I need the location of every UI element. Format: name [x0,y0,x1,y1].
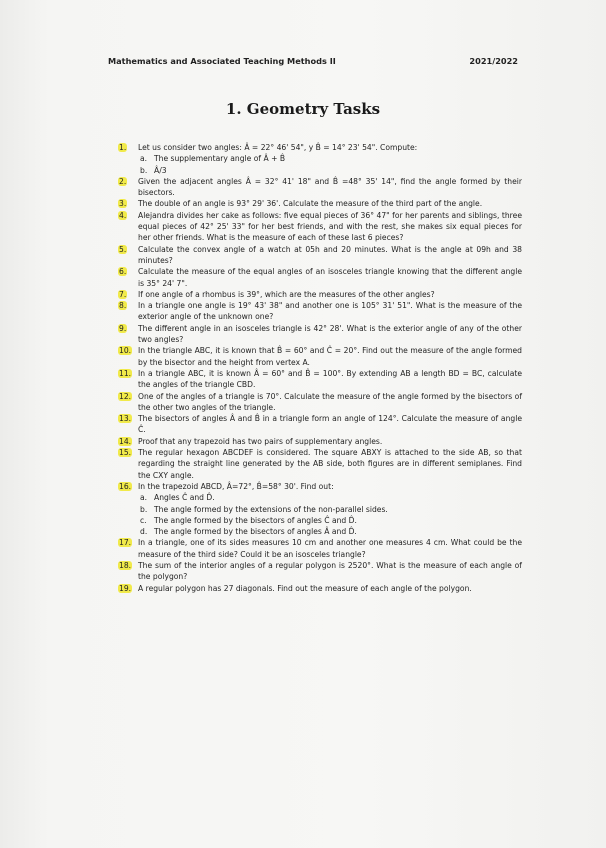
task-number-highlight: 9. [119,323,127,333]
task-item [112,391,522,414]
task-item [112,583,522,594]
task-item [112,198,522,209]
task-item [112,323,522,346]
task-text: Calculate the convex angle of a watch at 05h and 20 minutes. What is the angle at 09h and 38 minutes? [138,244,522,265]
subtask-letter: b. [140,504,148,514]
subtask-text: The angle formed by the extensions of the non-parallel sides. [154,504,388,514]
task-item [112,289,522,300]
task-item [112,413,522,436]
task-number [118,368,132,379]
task-item [112,481,522,537]
task-number [118,447,132,458]
task-number-highlight: 2. [119,176,127,186]
task-item [112,176,522,199]
task-number [118,300,127,311]
task-number [118,560,132,571]
task-number-highlight: 4. [119,210,127,220]
task-number [118,537,132,548]
task-number-highlight: 7. [119,289,127,299]
task-number [118,244,127,255]
task-number [118,210,127,221]
task-number-highlight: 10. [119,346,132,356]
task-text: Given the adjacent angles Â = 32° 41' 18" and B̂ =48° 35' 14", find the angle formed by their bisectors. [138,176,522,198]
subtask-text: The angle formed by the bisectors of angles Ĉ and D̂. [154,515,357,525]
task-number-highlight: 17. [119,538,132,548]
task-item [112,300,522,323]
task-text: In the triangle ABC, it is known that B̂ = 60° and Ĉ = 20°. Find out the measure of the angle formed by the bisector and the height from vertex A. [138,346,522,367]
subtask-item [138,153,522,164]
task-text: Alejandra divides her cake as follows: five equal pieces of 36° 47" for her parents and siblings, three equal pieces of 42° 25' 33" for her best friends, and with the rest, she makes six equal pieces for her other friends. What is the measure of each of these last 6 pieces? [138,210,522,243]
task-item [112,447,522,481]
task-text: One of the angles of a triangle is 70°. Calculate the measure of the angle formed by the bisectors of the other two angles of the triangle. [138,391,522,412]
task-item [112,368,522,391]
task-number-highlight: 5. [119,244,127,254]
subtask-letter: b. [140,165,148,175]
task-number [118,323,127,334]
subtask-item [138,515,522,526]
section-title: 1. Geometry Tasks [225,100,381,118]
subtask-item [138,526,522,537]
task-number-highlight: 18. [119,560,132,570]
task-number-highlight: 8. [119,301,127,311]
task-text: If one angle of a rhombus is 39°, which are the measures of the other angles? [138,289,435,299]
subtask-list [138,153,522,176]
page-header [108,56,518,66]
task-number [118,436,132,447]
subtask-list [138,492,522,537]
task-number-highlight: 14. [119,436,132,446]
task-item [112,210,522,244]
task-number [118,289,127,300]
task-number [118,198,127,209]
task-number [118,176,127,187]
task-number [118,413,132,424]
task-number [118,266,127,277]
task-number-highlight: 15. [119,448,132,458]
task-item [112,244,522,267]
task-text: The sum of the interior angles of a regular polygon is 2520°. What is the measure of each angle of the polygon? [138,560,522,582]
task-item [112,560,522,583]
task-number-highlight: 11. [119,368,132,378]
subtask-letter: d. [140,527,148,537]
task-number [118,345,132,356]
task-number-highlight: 13. [119,414,132,424]
task-number-highlight: 19. [119,583,132,593]
task-list [112,142,522,594]
subtask-letter: a. [140,154,148,164]
academic-year: 2021/2022 [469,56,518,66]
course-title: Mathematics and Associated Teaching Methods II [108,56,336,66]
task-number [118,583,132,594]
task-number [118,391,132,402]
task-number-highlight: 16. [119,481,132,491]
task-text: A regular polygon has 27 diagonals. Find out the measure of each angle of the polygon. [138,583,472,593]
subtask-text: The angle formed by the bisectors of angles Â and D̂. [154,527,357,537]
task-text: The double of an angle is 93° 29' 36'. Calculate the measure of the third part of the angle. [138,199,483,209]
subtask-letter: a. [140,493,148,503]
subtask-item [138,504,522,515]
task-number-highlight: 12. [119,391,132,401]
task-number-highlight: 1. [119,143,127,152]
task-number-highlight: 6. [119,267,127,277]
task-text: Proof that any trapezoid has two pairs of supplementary angles. [138,436,383,446]
task-number [118,142,127,153]
task-item [112,436,522,447]
subtask-item [138,492,522,503]
task-number-highlight: 3. [119,199,127,209]
task-text: Calculate the measure of the equal angles of an isosceles triangle knowing that the different angle is 35° 24' 7". [138,267,522,288]
task-text: The different angle in an isosceles triangle is 42° 28'. What is the exterior angle of any of the other two angles? [138,323,522,345]
task-item [112,266,522,289]
task-item [112,345,522,368]
task-text: Let us consider two angles: Â = 22° 46' 54", y B̂ = 14° 23' 54". Compute: [138,143,418,152]
task-number [118,481,132,492]
task-text: In a triangle one angle is 19° 43' 38" and another one is 105° 31' 51". What is the measure of the exterior angle of the unknown one? [138,301,522,322]
task-item [112,537,522,560]
task-item [112,142,522,176]
subtask-text: Â/3 [154,165,167,175]
task-text: The regular hexagon ABCDEF is considered. The square ABXY is attached to the side AB, so that regarding the straight line generated by the AB side, both figures are in different semiplanes. Find the CXY angle. [138,448,522,480]
task-text: The bisectors of angles Â and B̂ in a triangle form an angle of 124°. Calculate the measure of angle Ĉ. [138,414,522,435]
task-text: In a triangle ABC, it is known Â = 60° and B̂ = 100°. By extending AB a length BD = BC, calculate the angles of the triangle CBD. [138,368,522,390]
task-text: In a triangle, one of its sides measures 10 cm and another one measures 4 cm. What could be the measure of the third side? Could it be an isosceles triangle? [138,538,522,559]
task-text: In the trapezoid ABCD, Â=72°, B̂=58° 30'. Find out: [138,481,334,491]
subtask-letter: c. [140,515,147,525]
subtask-item [138,165,522,176]
subtask-text: The supplementary angle of Â + B̂ [154,154,286,164]
subtask-text: Angles Ĉ and D̂. [154,493,215,503]
